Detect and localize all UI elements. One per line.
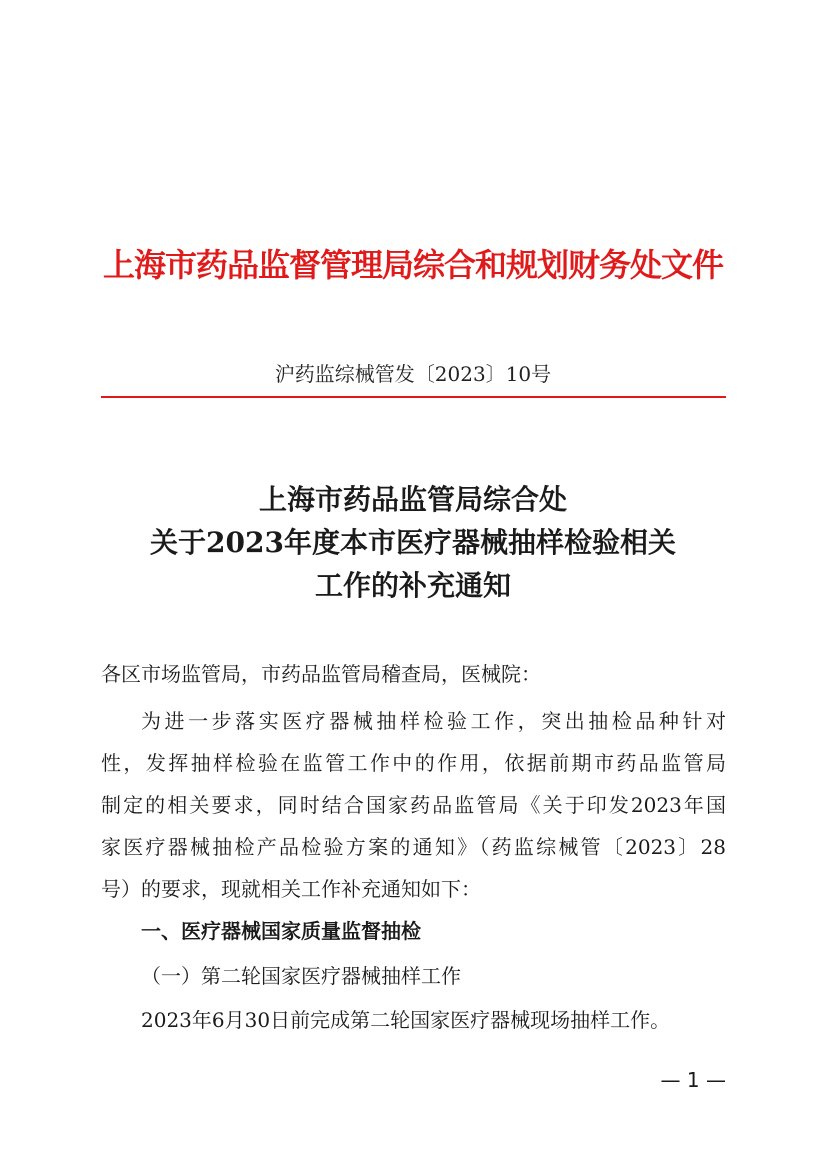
addressee-line: 各区市场监管局，市药品监管局稽查局，医械院： [101,662,541,686]
sub-heading: （一）第二轮国家医疗器械抽样工作 [141,964,461,988]
title-line-2: 关于2023年度本市医疗器械抽样检验相关 [150,526,676,559]
page-number: — 1 — [660,1068,726,1092]
title-line-1: 上海市药品监管局综合处 [258,483,567,516]
body-closing-line: 2023年6月30日前完成第二轮国家医疗器械现场抽样工作。 [141,1008,671,1032]
document-number: 沪药监综械管发〔2023〕10号 [274,362,552,386]
document-title [0,478,826,607]
issuer-header-title: 上海市药品监督管理局综合和规划财务处文件 [102,246,723,284]
section-heading: 一、医疗器械国家质量监督抽检 [141,919,421,943]
paragraph-line-4: 家医疗器械抽检产品检验方案的通知》（药监综械管〔2023〕28 [101,835,726,859]
paragraph-line-1: 为进一步落实医疗器械抽样检验工作，突出抽检品种针对 [141,709,726,733]
paragraph-line-5: 号）的要求，现就相关工作补充通知如下： [101,877,481,901]
paragraph-line-2: 性，发挥抽样检验在监管工作中的作用，依据前期市药品监管局 [101,751,726,775]
title-line-3: 工作的补充通知 [314,569,511,602]
body-paragraph [101,700,726,910]
red-divider-line [101,396,726,398]
paragraph-line-3: 制定的相关要求，同时结合国家药品监管局《关于印发2023年国 [101,793,726,817]
